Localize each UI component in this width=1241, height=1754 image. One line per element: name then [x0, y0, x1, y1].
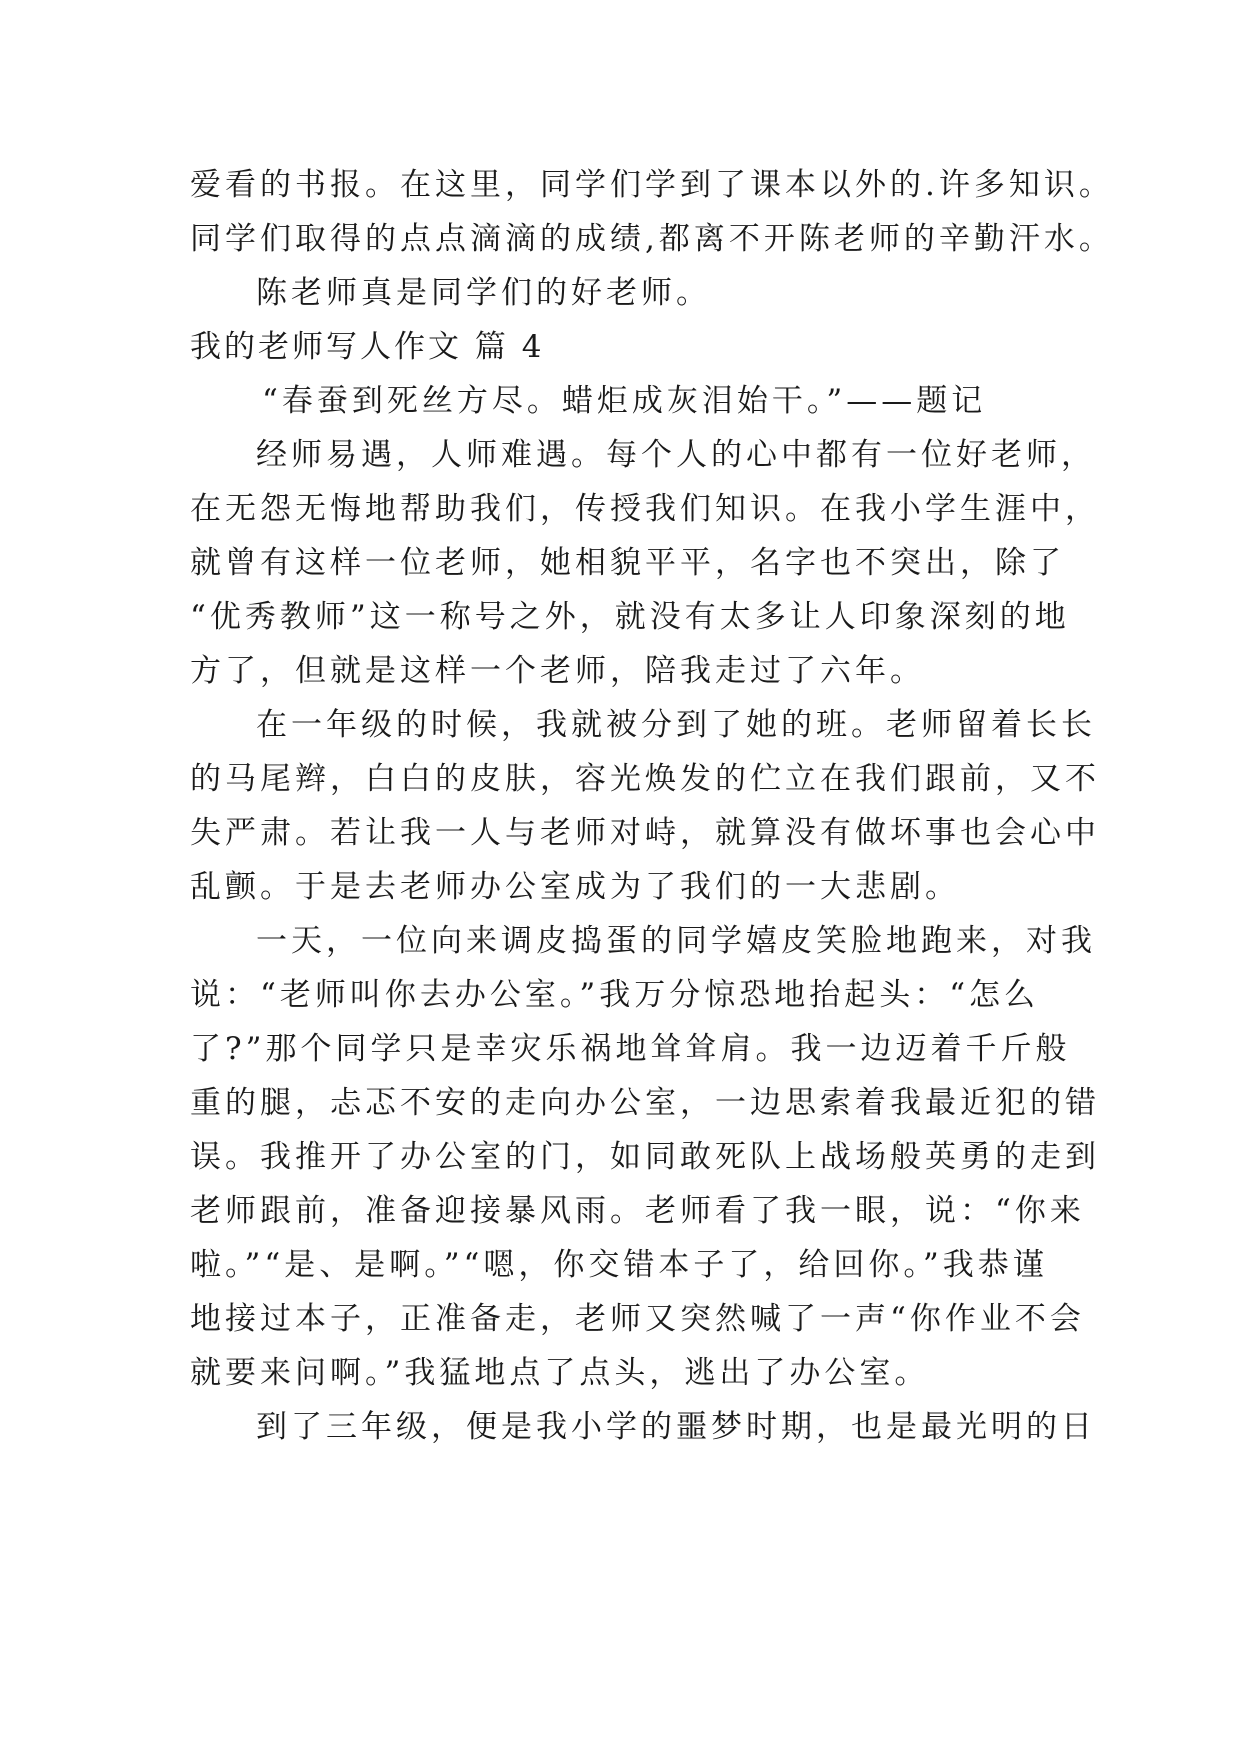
text-line: 同学们取得的点点滴滴的成绩,都离不开陈老师的辛勤汗水。	[190, 221, 1114, 257]
section-heading: 我的老师写人作文 篇 4	[190, 329, 545, 365]
text-line: 经师易遇，人师难遇。每个人的心中都有一位好老师，	[256, 437, 1096, 473]
text-line: 重的腿，忐忑不安的走向办公室，一边思索着我最近犯的错	[190, 1085, 1100, 1121]
text-line: 地接过本子，正准备走，老师又突然喊了一声“你作业不会	[190, 1301, 1085, 1337]
text-line: 的马尾辫，白白的皮肤，容光焕发的伫立在我们跟前，又不	[190, 761, 1100, 797]
article-body	[190, 158, 1114, 1454]
text-line: 啦。”“是、是啊。”“嗯，你交错本子了，给回你。”我恭谨	[190, 1247, 1048, 1283]
text-line: 就曾有这样一位老师，她相貌平平，名字也不突出，除了	[190, 545, 1065, 581]
text-line: 乱颤。于是去老师办公室成为了我们的一大悲剧。	[190, 869, 960, 905]
text-line: 就要来问啊。”我猛地点了点头，逃出了办公室。	[190, 1355, 930, 1391]
text-line: “优秀教师”这一称号之外，就没有太多让人印象深刻的地	[190, 599, 1070, 635]
epigraph: “春蚕到死丝方尽。蜡炬成灰泪始干。”——题记	[262, 383, 987, 419]
text-line: 爱看的书报。在这里，同学们学到了课本以外的.许多知识。	[190, 167, 1114, 203]
text-line: 在一年级的时候，我就被分到了她的班。老师留着长长	[256, 707, 1096, 743]
text-line: 误。我推开了办公室的门，如同敢死队上战场般英勇的走到	[190, 1139, 1100, 1175]
text-line: 一天，一位向来调皮捣蛋的同学嬉皮笑脸地跑来，对我	[256, 923, 1096, 959]
text-line: 老师跟前，准备迎接暴风雨。老师看了我一眼，说：“你来	[190, 1193, 1085, 1229]
text-line: 失严肃。若让我一人与老师对峙，就算没有做坏事也会心中	[190, 815, 1100, 851]
text-line: 方了，但就是这样一个老师，陪我走过了六年。	[190, 653, 925, 689]
text-line: 说：“老师叫你去办公室。”我万分惊恐地抬起头：“怎么	[190, 977, 1040, 1013]
text-line: 到了三年级，便是我小学的噩梦时期，也是最光明的日	[256, 1409, 1096, 1445]
text-line: 了?”那个同学只是幸灾乐祸地耸耸肩。我一边迈着千斤般	[190, 1031, 1071, 1067]
text-line: 陈老师真是同学们的好老师。	[256, 275, 711, 311]
text-line: 在无怨无悔地帮助我们，传授我们知识。在我小学生涯中，	[190, 491, 1100, 527]
